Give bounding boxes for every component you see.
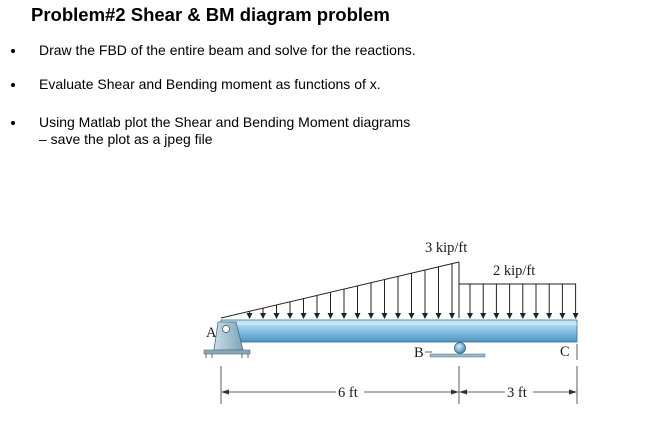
load-arrow [493, 284, 499, 319]
load-arrow [422, 270, 428, 319]
load-arrow [409, 273, 415, 319]
load-arrow [533, 284, 539, 319]
load-arrow [247, 311, 253, 319]
load-arrows [467, 284, 579, 319]
label-a: A [206, 325, 217, 341]
load-arrows [247, 264, 456, 319]
instruction-text: Draw the FBD of the entire beam and solve for the reactions. [39, 42, 416, 58]
dimension-left-label: 6 ft [338, 385, 358, 401]
load-arrow [368, 283, 374, 319]
load-arrow [341, 289, 347, 319]
triangular-load [221, 262, 459, 319]
load-arrow [507, 284, 513, 319]
load-arrow [467, 284, 473, 319]
problem-title: Problem#2 Shear & BM diagram problem [31, 4, 390, 25]
load-label-triangular: 3 kip/ft [425, 240, 468, 256]
load-arrow [274, 305, 280, 319]
beam [221, 320, 577, 342]
roller-support-b [430, 343, 485, 358]
load-label-uniform: 2 kip/ft [493, 263, 536, 279]
load-arrow [395, 276, 401, 319]
load-arrow [328, 292, 334, 319]
instruction-text: Evaluate Shear and Bending moment as functions of x. [39, 76, 381, 92]
load-arrow [449, 264, 455, 319]
load-arrow [546, 284, 552, 319]
load-arrow [382, 280, 388, 319]
load-arrow [436, 267, 442, 319]
label-b: B [414, 345, 424, 361]
load-arrow [260, 308, 266, 319]
load-arrow [480, 284, 486, 319]
label-c: C [560, 344, 570, 360]
instruction-text: Using Matlab plot the Shear and Bending Moment diagrams – save the plot as a jpeg file [39, 114, 411, 147]
load-arrow [520, 284, 526, 319]
load-arrow [573, 284, 579, 319]
dimension-right-label: 3 ft [507, 385, 527, 401]
uniform-load [459, 284, 579, 319]
load-arrow [559, 284, 565, 319]
load-arrow [287, 302, 293, 319]
load-arrow [314, 295, 320, 319]
load-arrow [301, 299, 307, 319]
load-arrow [355, 286, 361, 319]
